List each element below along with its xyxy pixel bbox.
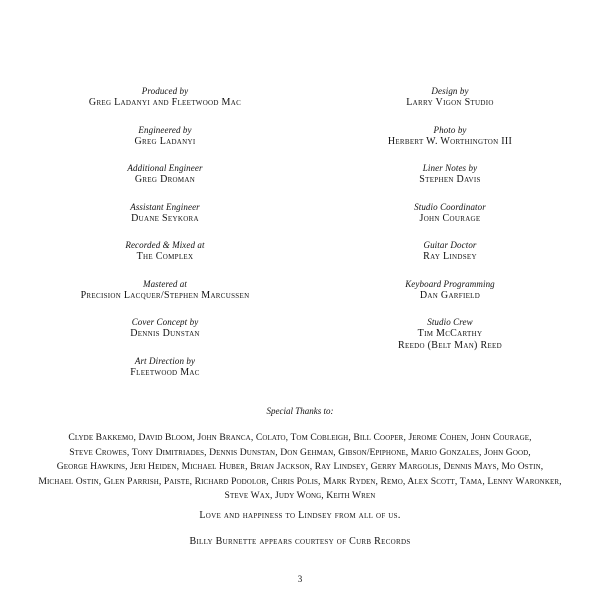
credit-name: John Courage xyxy=(419,212,481,224)
credit-role: Keyboard Programming xyxy=(405,278,495,289)
credit-role: Additional Engineer xyxy=(127,163,203,173)
courtesy-note: Billy Burnette appears courtesy of Curb Records xyxy=(189,536,411,547)
credit-role: Recorded & Mixed at xyxy=(125,240,205,250)
love-note: Love and happiness to Lindsey from all of us. xyxy=(199,510,401,521)
special-thanks-line: Steve Crowes, Tony Dimitriades, Dennis Dunstan, Don Gehman, Gibson/Epiphone, Mario Gonzales, John Good, xyxy=(69,446,531,458)
credit-role: Liner Notes by xyxy=(422,163,478,173)
credit-design xyxy=(330,86,570,109)
credit-name: Dennis Dunstan xyxy=(130,328,200,339)
credit-name: Ray Lindsey xyxy=(423,251,477,262)
credit-name: Duane Seykora xyxy=(131,212,199,224)
credit-produced xyxy=(40,86,290,109)
credit-photo xyxy=(330,125,570,148)
credit-role: Assistant Engineer xyxy=(130,201,200,212)
credit-name: Precision Lacquer/Stephen Marcussen xyxy=(80,289,250,301)
credit-mastered xyxy=(40,279,290,302)
credit-studio-coordinator xyxy=(330,202,570,225)
credit-studio-crew xyxy=(330,317,570,352)
credit-cover-concept xyxy=(40,317,290,340)
credit-role: Cover Concept by xyxy=(131,317,199,327)
credits-left-column xyxy=(40,86,290,394)
credit-name: Tim McCarthy xyxy=(417,328,483,339)
credits-right-column xyxy=(330,86,570,368)
special-thanks-heading: Special Thanks to: xyxy=(266,406,334,416)
credit-role: Studio Crew xyxy=(427,317,473,327)
credit-keyboard-programming xyxy=(330,279,570,302)
page-number: 3 xyxy=(297,574,303,584)
credit-name: Greg Droman xyxy=(134,174,196,185)
credit-name: Herbert W. Worthington III xyxy=(387,135,513,147)
credit-role: Studio Coordinator xyxy=(414,201,486,212)
credit-name: Greg Ladanyi xyxy=(134,135,196,147)
credit-role: Mastered at xyxy=(142,278,187,289)
special-thanks-line: Steve Wax, Judy Wong, Keith Wren xyxy=(224,490,376,502)
credit-engineered xyxy=(40,125,290,148)
credit-role: Photo by xyxy=(433,124,467,135)
credit-name: Stephen Davis xyxy=(419,174,481,185)
credit-role: Design by xyxy=(431,86,469,96)
credit-role: Produced by xyxy=(141,86,189,96)
special-thanks-line: Michael Ostin, Glen Parrish, Paiste, Richard Podolor, Chris Polis, Mark Ryden, Remo, Alex Scott, Tama, Lenny Waronker, xyxy=(38,475,562,487)
credit-role: Guitar Doctor xyxy=(423,240,477,250)
credit-role: Art Direction by xyxy=(134,355,196,366)
special-thanks-list xyxy=(12,431,588,504)
credit-liner-notes xyxy=(330,163,570,186)
credit-assistant-engineer xyxy=(40,202,290,225)
credit-name: The Complex xyxy=(136,251,194,262)
credit-role: Engineered by xyxy=(138,124,192,135)
credit-recorded-mixed xyxy=(40,240,290,263)
credit-guitar-doctor xyxy=(330,240,570,263)
special-thanks-line: Clyde Bakkemo, David Bloom, John Branca, Colato, Tom Cobleigh, Bill Cooper, Jerome Cohen, John Courage, xyxy=(68,432,532,443)
credit-additional-engineer xyxy=(40,163,290,186)
credit-name: Greg Ladanyi and Fleetwood Mac xyxy=(88,97,242,108)
credit-name: Dan Garfield xyxy=(419,289,481,301)
credit-art-direction xyxy=(40,356,290,379)
credit-name: Larry Vigon Studio xyxy=(406,97,494,108)
credit-name: Fleetwood Mac xyxy=(130,366,200,378)
special-thanks-line: George Hawkins, Jeri Heiden, Michael Huber, Brian Jackson, Ray Lindsey, Gerry Margolis, Dennis Mays, Mo Ostin, xyxy=(56,461,544,473)
credit-name: Reedo (Belt Man) Reed xyxy=(398,340,502,351)
